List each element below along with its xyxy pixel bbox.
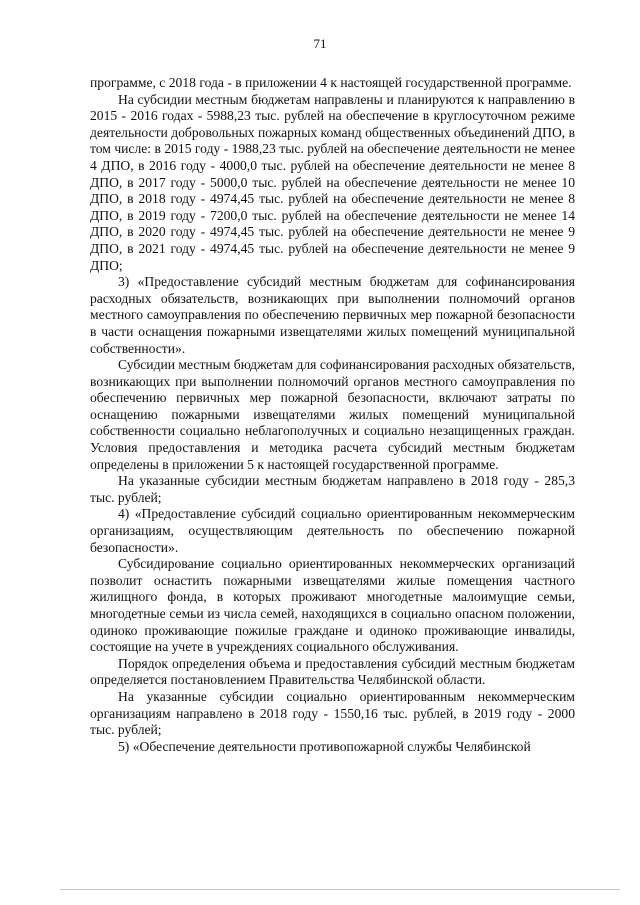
paragraph: Субсидирование социально ориентированных некоммерческих организаций позволит оснастить пожарными извещателями жилые помещения частного жилищного фонда, в которых проживают многодетные малоимущие семьи, многодетные семьи из числа семей, находящихся в социально опасном положении, одиноко проживающие пожилые граждане и одиноко проживающие инвалиды, состоящие на учете в учреждениях социального обслуживания. xyxy=(90,556,575,655)
paragraph: На субсидии местным бюджетам направлены и планируются к направлению в 2015 - 2016 годах - 5988,23 тыс. рублей на обеспечение в круглосуточном режиме деятельности добровольных пожарных команд общественных объединений ДПО, в том числе: в 2015 году - 1988,23 тыс. рублей на обеспечение деятельности не менее 4 ДПО, в 2016 году - 4000,0 тыс. рублей на обеспечение деятельности не менее 8 ДПО, в 2017 году - 5000,0 тыс. рублей на обеспечение деятельности не менее 10 ДПО, в 2018 году - 4974,45 тыс. рублей на обеспечение деятельности не менее 8 ДПО, в 2019 году - 7200,0 тыс. рублей на обеспечение деятельности не менее 14 ДПО, в 2020 году - 4974,45 тыс. рублей на обеспечение деятельности не менее 9 ДПО, в 2021 году - 4974,45 тыс. рублей на обеспечение деятельности не менее 9 ДПО; xyxy=(90,91,575,273)
paragraph: На указанные субсидии социально ориентированным некоммерческим организациям направлено в 2018 году - 1550,16 тыс. рублей, в 2019 году - 2000 тыс. рублей; xyxy=(90,688,575,738)
paragraph: Порядок определения объема и предоставления субсидий местным бюджетам определяется постановлением Правительства Челябинской области. xyxy=(90,655,575,688)
paragraph: программе, с 2018 года - в приложении 4 к настоящей государственной программе. xyxy=(90,75,572,90)
paragraph: На указанные субсидии местным бюджетам направлено в 2018 году - 285,3 тыс. рублей; xyxy=(90,473,575,505)
scan-edge-line xyxy=(60,889,620,890)
paragraph: 5) «Обеспечение деятельности противопожарной службы Челябинской xyxy=(118,738,531,754)
document-body xyxy=(90,75,575,755)
paragraph: 3) «Предоставление субсидий местным бюджетам для софинансирования расходных обязательств, возникающих при выполнении полномочий органов местного самоуправления по обеспечению первичных мер пожарной безопасности в части оснащения пожарными извещателями жилых помещений муниципальной собственности». xyxy=(90,274,575,356)
paragraph: Субсидии местным бюджетам для софинансирования расходных обязательств, возникающих при выполнении полномочий органов местного самоуправления по обеспечению первичных мер пожарной безопасности, включают затраты по оснащению пожарными извещателями жилых помещений муниципальной собственности социально неблагополучных и социально незащищенных граждан. Условия предоставления и методика расчета субсидий местным бюджетам определены в приложении 5 к настоящей государственной программе. xyxy=(90,357,576,472)
page-number: 71 xyxy=(313,36,327,51)
paragraph: 4) «Предоставление субсидий социально ориентированным некоммерческим организациям, осуществляющим деятельность по обеспечению пожарной безопасности». xyxy=(90,506,575,555)
